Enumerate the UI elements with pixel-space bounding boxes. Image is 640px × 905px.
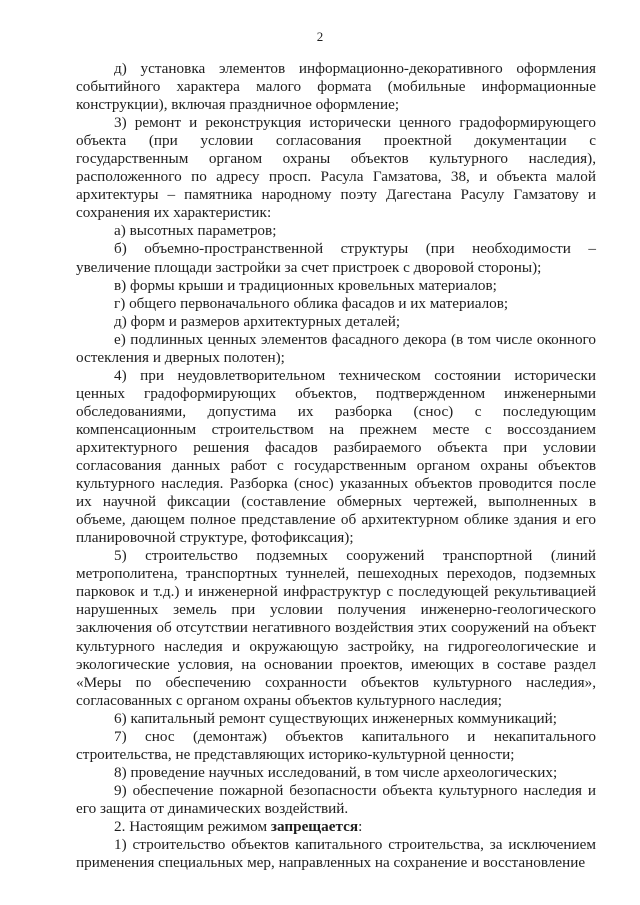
section-bold-term: запрещается — [270, 817, 359, 835]
paragraph: а) высотных параметров; — [114, 222, 277, 240]
paragraph: 1) строительство объектов капитального строительства, за исключением применения специальных мер, направленных на сохранение и восстановление — [76, 836, 596, 872]
document-body — [76, 60, 596, 872]
paragraph: 9) обеспечение пожарной безопасности объекта культурного наследия и его защита от динамических воздействий. — [76, 781, 596, 817]
paragraph: 3) ремонт и реконструкция исторически ценного градоформирующего объекта (при условии согласования проектной документации с государственным органом охраны объектов культурного наследия), расположенного по адресу просп. Расула Гамзатова, 38, и объекта малой архитектуры – памятника народному поэту Дагестана Расулу Гамзатову и сохранения их характеристик: — [76, 114, 596, 222]
paragraph: 8) проведение научных исследований, в том числе археологических; — [114, 763, 558, 781]
paragraph: 6) капитальный ремонт существующих инженерных коммуникаций; — [114, 709, 558, 727]
paragraph: д) установка элементов информационно-декоративного оформления событийного характера малого формата (мобильные информационные конструкции), включая праздничное оформление; — [76, 60, 596, 114]
section-lead: 2. Настоящим режимом — [114, 817, 268, 835]
paragraph: 5) строительство подземных сооружений транспортной (линий метрополитена, транспортных туннелей, пешеходных переходов, подземных парковок и т.д.) и инженерной инфраструктур с последующей рекультивацией нарушенных земель при условии получения инженерно-геологического заключения об отсутствии негативного воздействия этих сооружений на объект культурного наследия и окружающую застройку, на гидрогеологические и экологические условия, на основании проектов, имеющих в составе раздел «Меры по обеспечению сохранности объектов культурного наследия», согласованных с органом охраны объектов культурного наследия; — [76, 547, 596, 709]
paragraph: 7) снос (демонтаж) объектов капитального и некапитального строительства, не представляющих историко-культурной ценности; — [76, 727, 596, 763]
section-heading — [76, 818, 596, 836]
paragraph: е) подлинных ценных элементов фасадного декора (в том числе оконного остекления и дверных полотен); — [76, 330, 596, 366]
paragraph: д) форм и размеров архитектурных деталей; — [114, 312, 401, 330]
paragraph: в) формы крыши и традиционных кровельных материалов; — [114, 276, 497, 294]
page-number: 2 — [316, 29, 324, 44]
paragraph: б) объемно-пространственной структуры (при необходимости – увеличение площади застройки за счет пристроек с дворовой стороны); — [76, 240, 596, 276]
section-tail: : — [358, 817, 363, 835]
paragraph: 4) при неудовлетворительном техническом состоянии исторически ценных градоформирующих объектов, подтвержденном инженерными обследованиями, допустима их разборка (снос) с последующим компенсационным строительством на прежнем месте с воссозданием архитектурного решения фасадов разбираемого объекта при условии согласования данных работ с государственным органом охраны объектов культурного наследия. Разборка (снос) указанных объектов проводится после их научной фиксации (составление обмерных чертежей, выполненных в объеме, дающем полное представление об архитектурном облике здания и его планировочной структуре, фотофиксация); — [76, 366, 596, 547]
paragraph: г) общего первоначального облика фасадов и их материалов; — [114, 294, 509, 312]
